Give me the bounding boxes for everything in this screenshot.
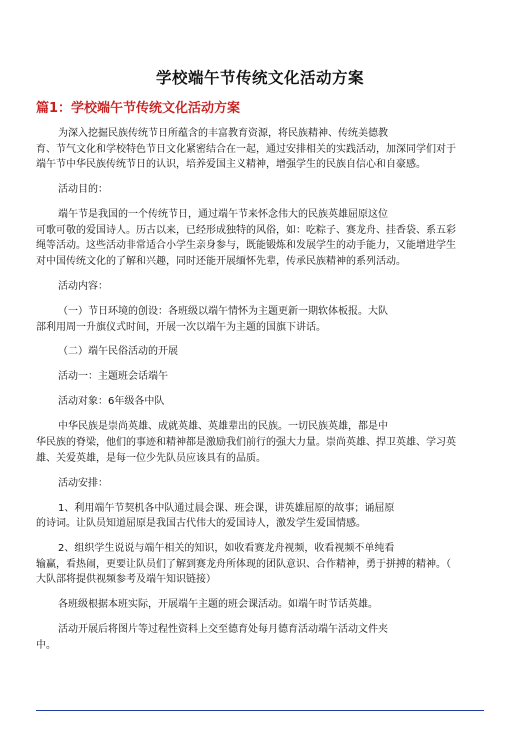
paragraph-line: 活动内容： <box>58 280 108 292</box>
paragraph-line: 雄、关爱英雄，是每一位少先队员应该具有的品质。 <box>36 452 266 464</box>
paragraph-line: 2、组织学生说说与端午相关的知识，如收看赛龙舟视频，收看视频不单纯看 <box>58 543 395 555</box>
paragraph <box>36 597 484 613</box>
paragraph-line: 的诗词。让队员知道屈原是我国古代伟大的爱国诗人，激发学生爱国情感。 <box>36 518 366 530</box>
document-body <box>36 126 484 663</box>
paragraph <box>36 182 484 198</box>
paragraph-line: 活动目的： <box>58 184 108 196</box>
paragraph-line: 中华民族是崇尚英雄、成就英雄、英雄辈出的民族。一切民族英雄，都是中 <box>58 421 388 433</box>
paragraph-line: 活动一：主题班会话端午 <box>58 371 168 383</box>
paragraph-line: 活动开展后将图片等过程性资料上交至德育处每月德育活动端午活动文件夹 <box>58 624 388 636</box>
paragraph-line: （一）节日环境的创设：各班级以端午情怀为主题更新一期软体板报。大队 <box>58 305 388 317</box>
paragraph <box>36 622 484 653</box>
paragraph <box>36 279 484 295</box>
paragraph-line: 输赢，看热闹，更要让队员们了解到赛龙舟所体现的团队意识、合作精神，勇于拼搏的精神。（ <box>36 558 451 570</box>
paragraph-line: 华民族的脊梁，他们的事迹和精神都是激励我们前行的强大力量。崇尚英雄、捍卫英雄、学习英 <box>36 437 456 449</box>
paragraph <box>36 476 484 492</box>
paragraph-line: 为深入挖掘民族传统节日所蕴含的丰富教育资源，将民族精神、传统美德教 <box>58 128 388 139</box>
paragraph <box>36 419 484 466</box>
document-title: 学校端午节传统文化活动方案 <box>155 69 364 87</box>
paragraph <box>36 304 484 335</box>
paragraph-line: 育、节气文化和学校特色节日文化紧密结合在一起，通过安排相关的实践活动，加深同学们对于 <box>36 143 456 155</box>
paragraph-line: 端午节中华民族传统节日的认识，培养爱国主义精神，增强学生的民族自信心和自豪感。 <box>36 159 426 171</box>
paragraph-line: 对中国传统文化的了解和兴趣，同时还能开展缅怀先辈，传承民族精神的系列活动。 <box>36 255 406 267</box>
paragraph <box>36 394 484 410</box>
paragraph-line: 中。 <box>36 639 56 651</box>
paragraph-line: 可歌可敬的爱国诗人。历古以来，已经形成独特的风俗，如：吃粽子、赛龙舟、挂香袋、系五彩 <box>36 224 456 236</box>
paragraph-line: 绳等活动。这些活动非常适合小学生亲身参与，既能锻炼和发展学生的动手能力，又能增进学生 <box>36 240 456 252</box>
paragraph <box>36 541 484 588</box>
paragraph <box>36 369 484 385</box>
paragraph-line: 活动安排： <box>58 477 108 489</box>
paragraph <box>36 501 484 532</box>
section-heading: 篇1：学校端午节传统文化活动方案 <box>36 101 241 116</box>
paragraph-line: 1、利用端午节契机各中队通过晨会课、班会课，讲英雄屈原的故事；诵屈原 <box>58 502 395 514</box>
paragraph-line: 各班级根据本班实际，开展端午主题的班会课活动。如端午时节话英雄。 <box>58 599 378 611</box>
footer-divider <box>36 710 484 711</box>
paragraph-line: 端午节是我国的一个传统节日，通过端午节来怀念伟大的民族英雄屈原这位 <box>58 209 388 221</box>
paragraph-line: 活动对象：6年级各中队 <box>58 396 165 408</box>
paragraph-line: （二）端午民俗活动的开展 <box>58 346 178 358</box>
paragraph-line: 部利用周一升旗仪式时间，开展一次以端午为主题的国旗下讲话。 <box>36 321 326 333</box>
paragraph-line: 大队部将提供视频参考及端午知识链接） <box>36 574 216 586</box>
paragraph <box>36 126 484 173</box>
paragraph <box>36 344 484 360</box>
paragraph <box>36 207 484 269</box>
